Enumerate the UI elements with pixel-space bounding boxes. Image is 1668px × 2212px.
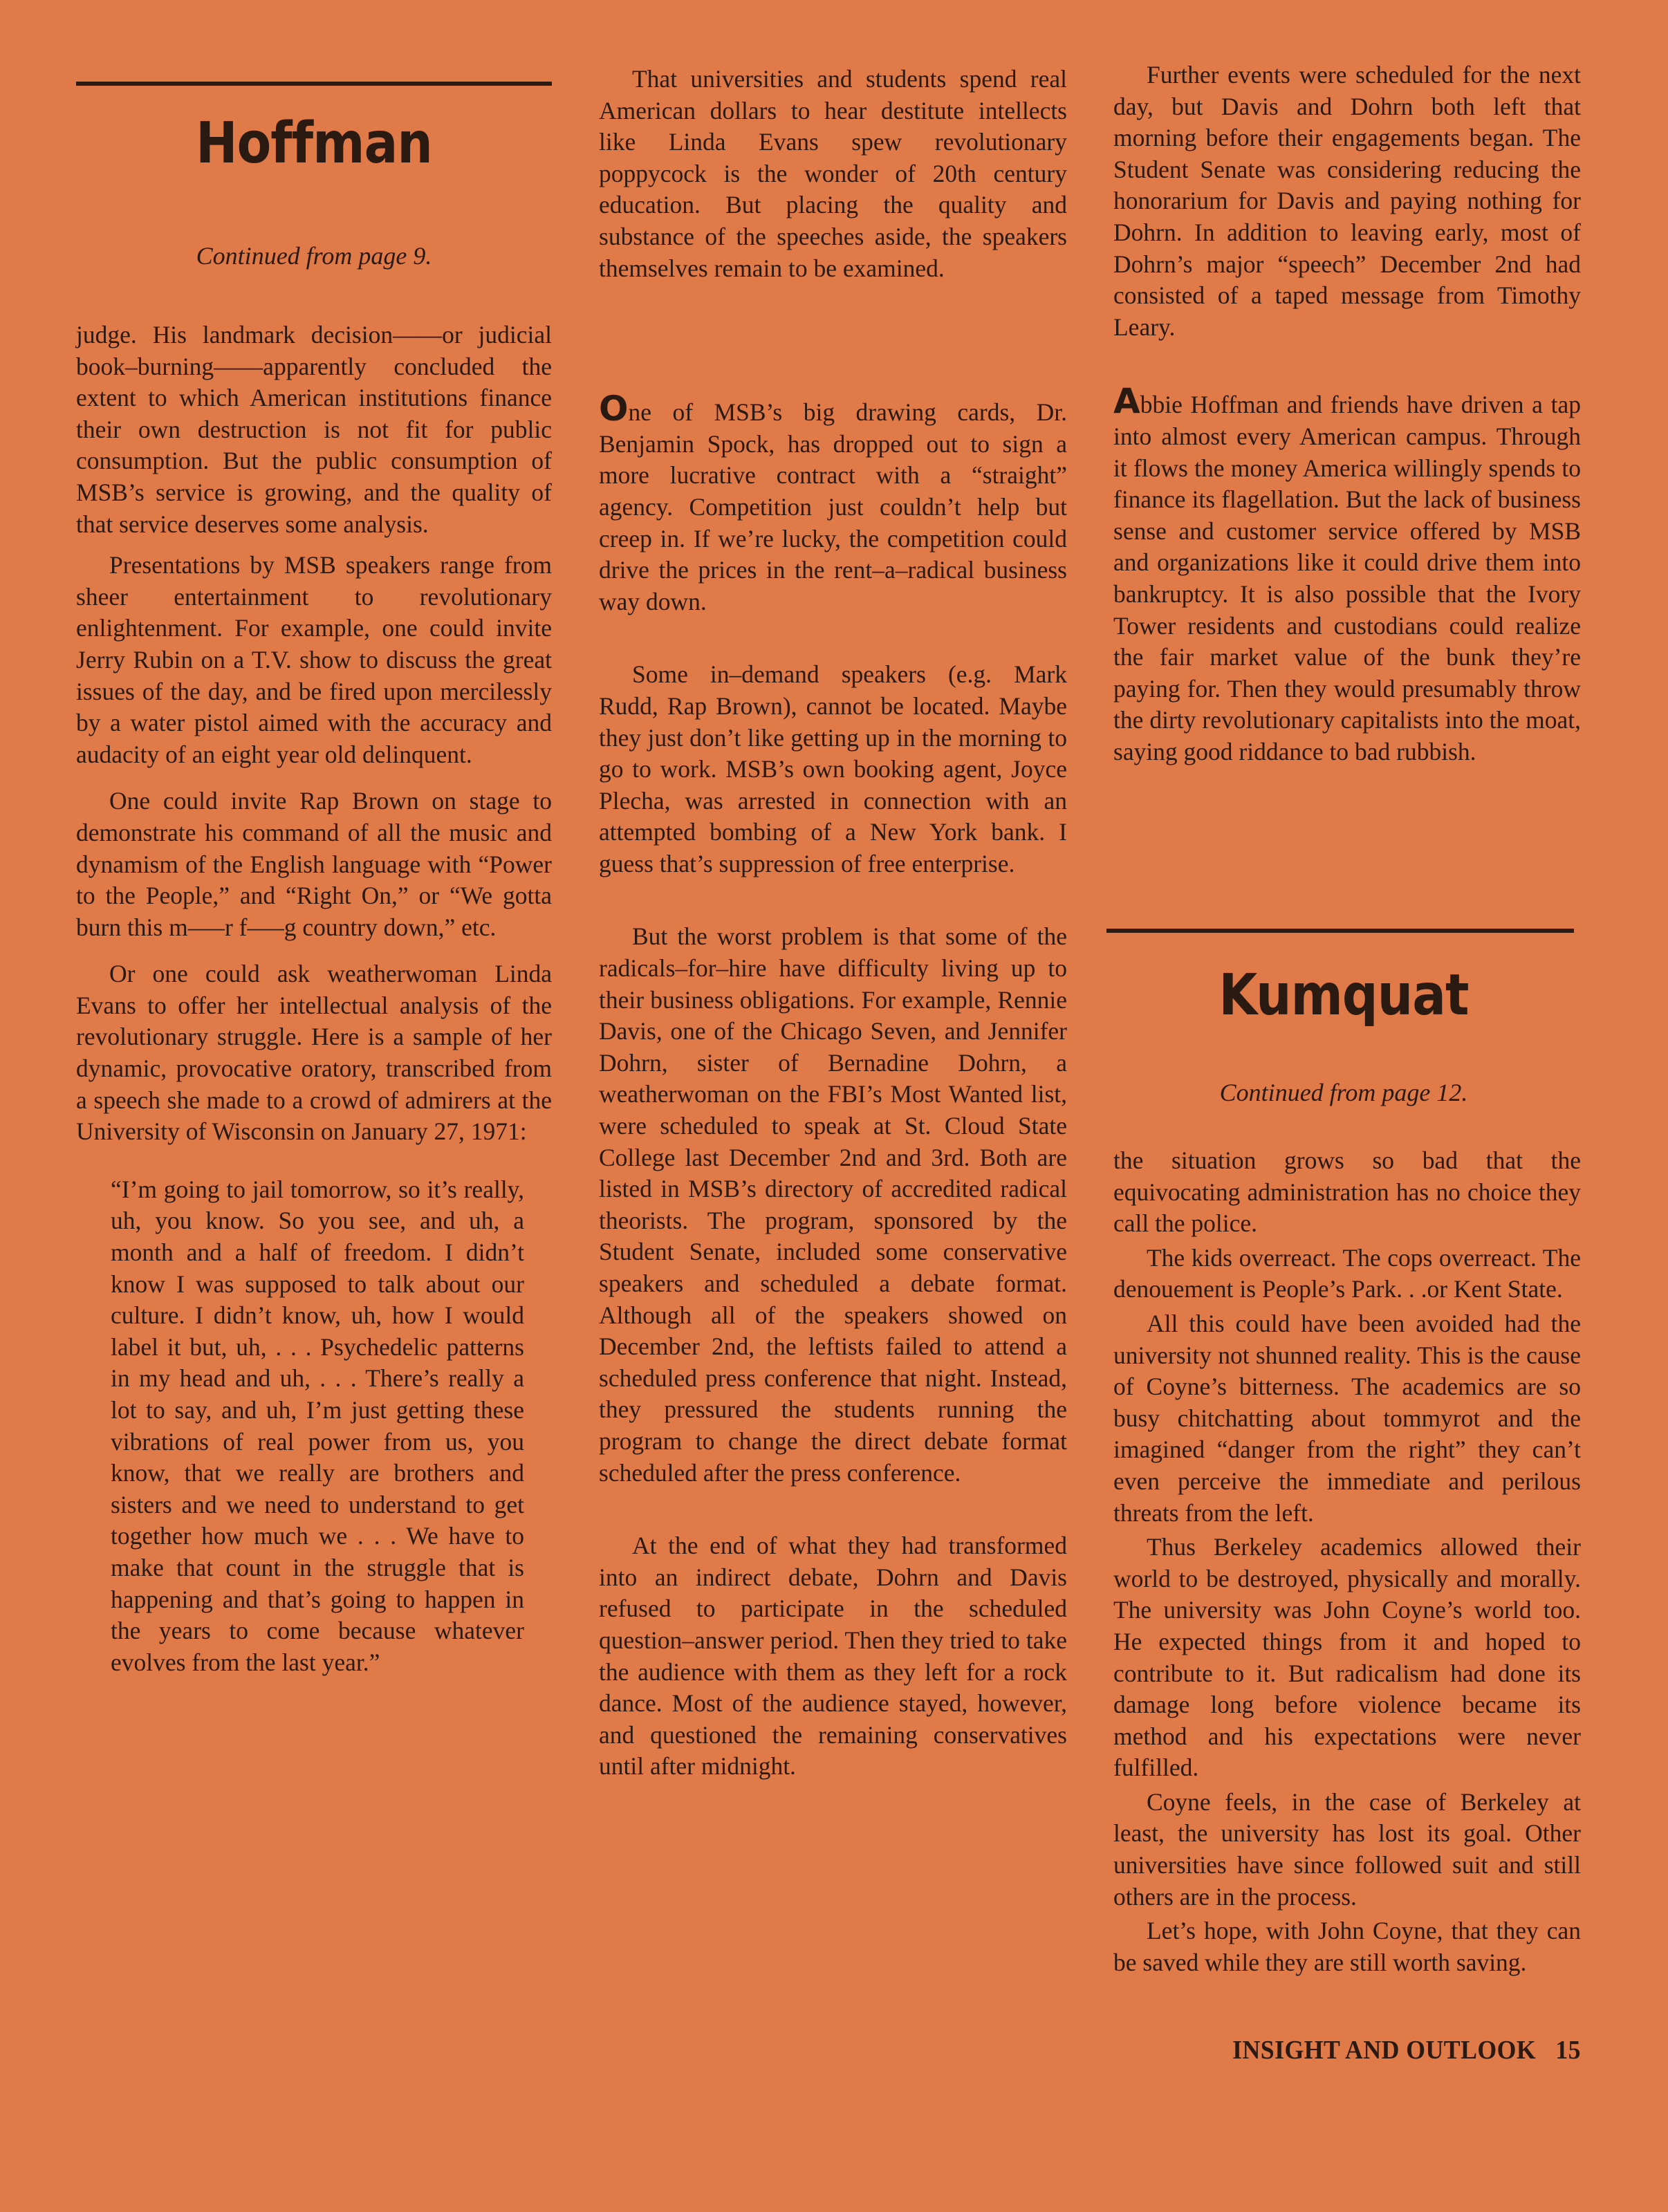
hoffman-paragraph-1: judge. His landmark decision——or judicial book–burning——apparently concluded the extent to which American institutions finance their own destruction is not fit for public consumption. But the public consumption of MSB’s service is growing, and the quality of that service deserves some analysis.: [76, 321, 552, 538]
right-paragraph-1: Further events were scheduled for the next day, but Davis and Dohrn both left that morning before their engagements began. The Student Senate was considering reducing the honorarium for Davis and paying nothing for Dohrn. In addition to leaving early, most of Dohrn’s major “speech” December 2nd had consisted of a taped message from Timothy Leary.: [1113, 61, 1581, 341]
middle-paragraph-4: But the worst problem is that some of the radicals–for–hire have difficulty living up to their business obligations. For example, Rennie Davis, one of the Chicago Seven, and Jennifer Dohrn, sister of Bernadine Dohrn, a weatherwoman on the FBI’s Most Wanted list, were scheduled to speak at St. Cloud State College last December 2nd and 3rd. Both are listed in MSB’s directory of accredited radical theorists. The program, sponsored by the Student Senate, included some conservative speakers and scheduled a debate format. Although all of the speakers showed on December 2nd, the leftists failed to attend a scheduled press conference that night. Instead, they pressured the students running the program to change the direct debate format scheduled after the press conference.: [599, 922, 1067, 1487]
middle-paragraph-5: At the end of what they had transformed into an indirect debate, Dohrn and Davis refused to participate in the scheduled question–answer period. Then they tried to take the audience with them as they left for a rock dance. Most of the audience stayed, however, and questioned the remaining conservatives until after midnight.: [599, 1532, 1067, 1781]
hoffman-top-rule: [76, 82, 552, 86]
right-column: [1113, 59, 1581, 768]
hoffman-headline: Hoffman: [196, 111, 432, 176]
right-paragraph-2: Abbie Hoffman and friends have driven a tap into almost every American campus. Through it flows the money America willingly spends to finance its flagellation. But the lack of business sense and customer service offered by MSB and organizations like it could drive them into bankruptcy. It is also possible that the Ivory Tower residents and custodians could realize the fair market value of the bunk they’re paying for. Then they would presumably throw the dirty revolutionary capitalists into the moat, saying good riddance to bad rubbish.: [1113, 381, 1581, 765]
kumquat-paragraph-6: Let’s hope, with John Coyne, that they can be saved while they are still worth saving.: [1113, 1917, 1581, 1976]
kumquat-column: [1113, 1145, 1581, 1978]
hoffman-paragraph-2: Presentations by MSB speakers range from sheer entertainment to revolutionary enlightenment. For example, one could invite Jerry Rubin on a T.V. show to discuss the great issues of the day, and be fired upon mercilessly by a water pistol aimed with the accuracy and audacity of an eight year old delinquent.: [76, 551, 552, 768]
kumquat-paragraph-3: All this could have been avoided had the university not shunned reality. This is the cause of Coyne’s bitterness. The academics are so busy chitchatting about tommyrot and the imagined “danger from the right” they can’t even perceive the immediate and perilous threats from the left.: [1113, 1309, 1581, 1527]
middle-paragraph-1: That universities and students spend real American dollars to hear destitute intellects like Linda Evans spew revolutionary poppycock is the wonder of 20th century education. But placing the quality and substance of the speeches aside, the speakers themselves remain to be examined.: [599, 65, 1067, 282]
kumquat-paragraph-4: Thus Berkeley academics allowed their world to be destroyed, physically and morally. The university was John Coyne’s world too. He expected things from it and hoped to contribute to it. But radicalism had done its damage long before violence became its method and his expectations were never fulfilled.: [1113, 1533, 1581, 1782]
kumquat-paragraph-2: The kids overreact. The cops overreact. The denouement is People’s Park. . .or Kent State.: [1113, 1243, 1581, 1303]
kumquat-paragraph-1: the situation grows so bad that the equivocating administration has no choice they call the police.: [1113, 1146, 1581, 1238]
middle-column: [599, 64, 1067, 1783]
hoffman-evans-quote: “I’m going to jail tomorrow, so it’s really, uh, you know. So you see, and uh, a month and a half of freedom. I didn’t know I was supposed to talk about our culture. I didn’t know, uh, how I would label it but, uh, . . . Psychedelic patterns in my head and uh, . . . There’s really a lot to say, and uh, I’m just getting these vibrations of real power from us, you know, that we really are brothers and sisters and we need to understand to get together how much we . . . We have to make that count in the struggle that is happening and that’s going to happen in the years to come because whatever evolves from the last year.”: [111, 1175, 524, 1676]
kumquat-paragraph-5: Coyne feels, in the case of Berkeley at least, the university has lost its goal. Other universities have since followed suit and still others are in the process.: [1113, 1787, 1581, 1911]
kumquat-continued-note: Continued from page 12.: [1219, 1079, 1468, 1106]
hoffman-column: [76, 319, 552, 1678]
middle-paragraph-3: Some in–demand speakers (e.g. Mark Rudd, Rap Brown), cannot be located. Maybe they just don’t like getting up in the morning to go to work. MSB’s own booking agent, Joyce Plecha, was arrested in connection with an attempted bombing of a New York bank. I guess that’s suppression of free enterprise.: [599, 660, 1067, 877]
hoffman-paragraph-3: One could invite Rap Brown on stage to demonstrate his command of all the music and dynamism of the English language with “Power to the People,” and “Right On,” or “We gotta burn this m–––r f–––g country down,” etc.: [76, 787, 552, 941]
kumquat-top-rule: [1106, 929, 1574, 933]
hoffman-paragraph-4: Or one could ask weatherwoman Linda Evans to offer her intellectual analysis of the revolutionary struggle. Here is a sample of her dynamic, provocative oratory, transcribed from a speech she made to a crowd of admirers at the University of Wisconsin on January 27, 1971:: [76, 960, 552, 1146]
hoffman-continued-note: Continued from page 9.: [196, 242, 432, 270]
kumquat-headline: Kumquat: [1218, 963, 1469, 1028]
drop-cap-o: O: [599, 389, 629, 429]
drop-cap-a: A: [1113, 381, 1140, 422]
page-footer: INSIGHT AND OUTLOOK 15: [1232, 2036, 1581, 2065]
middle-paragraph-2: One of MSB’s big drawing cards, Dr. Benjamin Spock, has dropped out to sign a more lucrative contract with a “straight” agency. Competition just couldn’t help but creep in. If we’re lucky, the competition could drive the prices in the rent–a–radical business way down.: [599, 389, 1067, 615]
